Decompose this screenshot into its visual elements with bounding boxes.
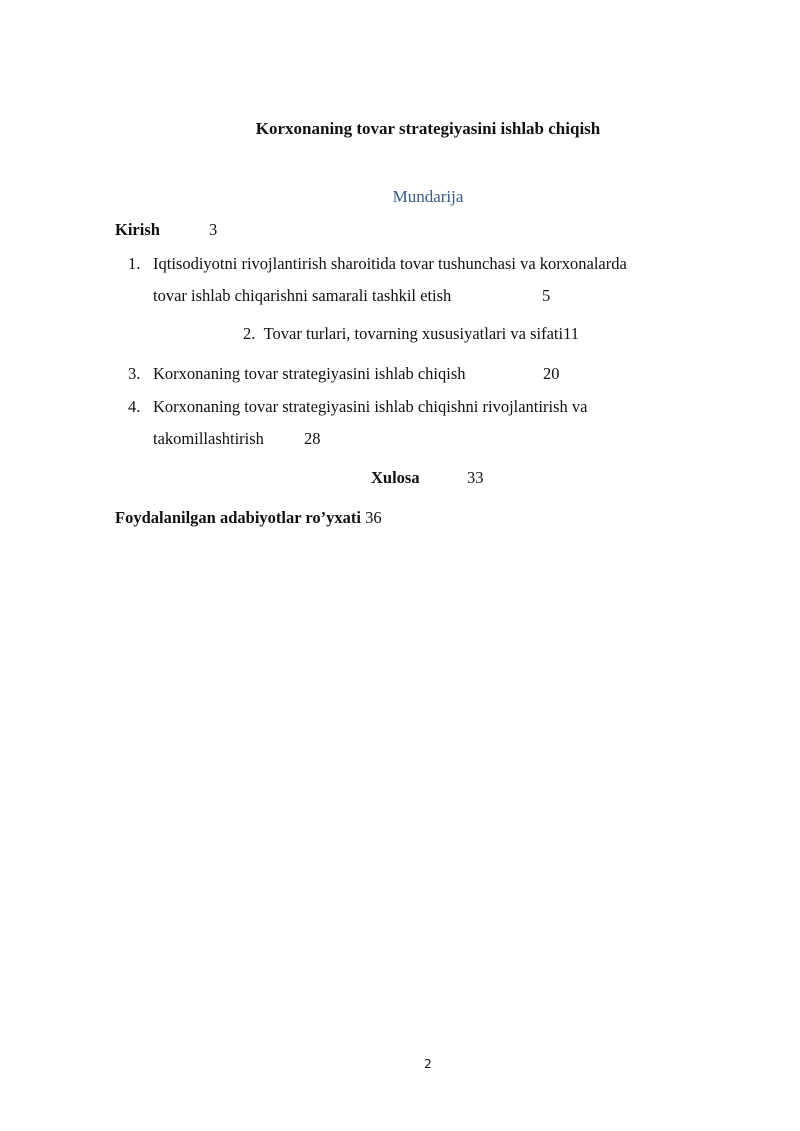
toc-item2-text: Tovar turlari, tovarning xususiyatlari va sifati <box>263 324 564 343</box>
toc-item4-page: 28 <box>304 429 321 448</box>
toc-intro-page: 3 <box>209 220 218 239</box>
toc-item4-line1: Korxonaning tovar strategiyasini ishlab chiqishni rivojlantirish va <box>153 397 588 416</box>
toc-item3-number: 3. <box>128 364 141 383</box>
toc-entry-references <box>115 508 382 528</box>
toc-references-label: Foydalanilgan adabiyotlar ro’yxati <box>115 508 362 527</box>
toc-entry-intro <box>115 220 160 240</box>
toc-item3-text: Korxonaning tovar strategiyasini ishlab chiqish <box>153 364 466 383</box>
toc-item1-line2: tovar ishlab chiqarishni samarali tashkil etish <box>153 286 452 305</box>
toc-item2-number: 2. <box>243 324 256 343</box>
document-title: Korxonaning tovar strategiyasini ishlab chiqish <box>255 119 601 138</box>
page-number: 2 <box>424 1057 432 1071</box>
toc-item2 <box>243 324 579 344</box>
toc-item2-page: 11 <box>563 324 579 343</box>
toc-item1-line1: Iqtisodiyotni rivojlantirish sharoitida tovar tushunchasi va korxonalarda <box>153 254 627 273</box>
toc-conclusion-label: Xulosa <box>371 468 420 487</box>
toc-item4-line2: takomillashtirish <box>153 429 264 448</box>
toc-item1-page: 5 <box>542 286 551 305</box>
toc-conclusion-page: 33 <box>467 468 484 487</box>
toc-item3-page: 20 <box>543 364 560 383</box>
toc-references-page: 36 <box>365 508 382 527</box>
toc-item4-number: 4. <box>128 397 141 416</box>
toc-item1-number: 1. <box>128 254 141 273</box>
toc-intro-label: Kirish <box>115 220 160 239</box>
toc-heading: Mundarija <box>392 187 464 206</box>
